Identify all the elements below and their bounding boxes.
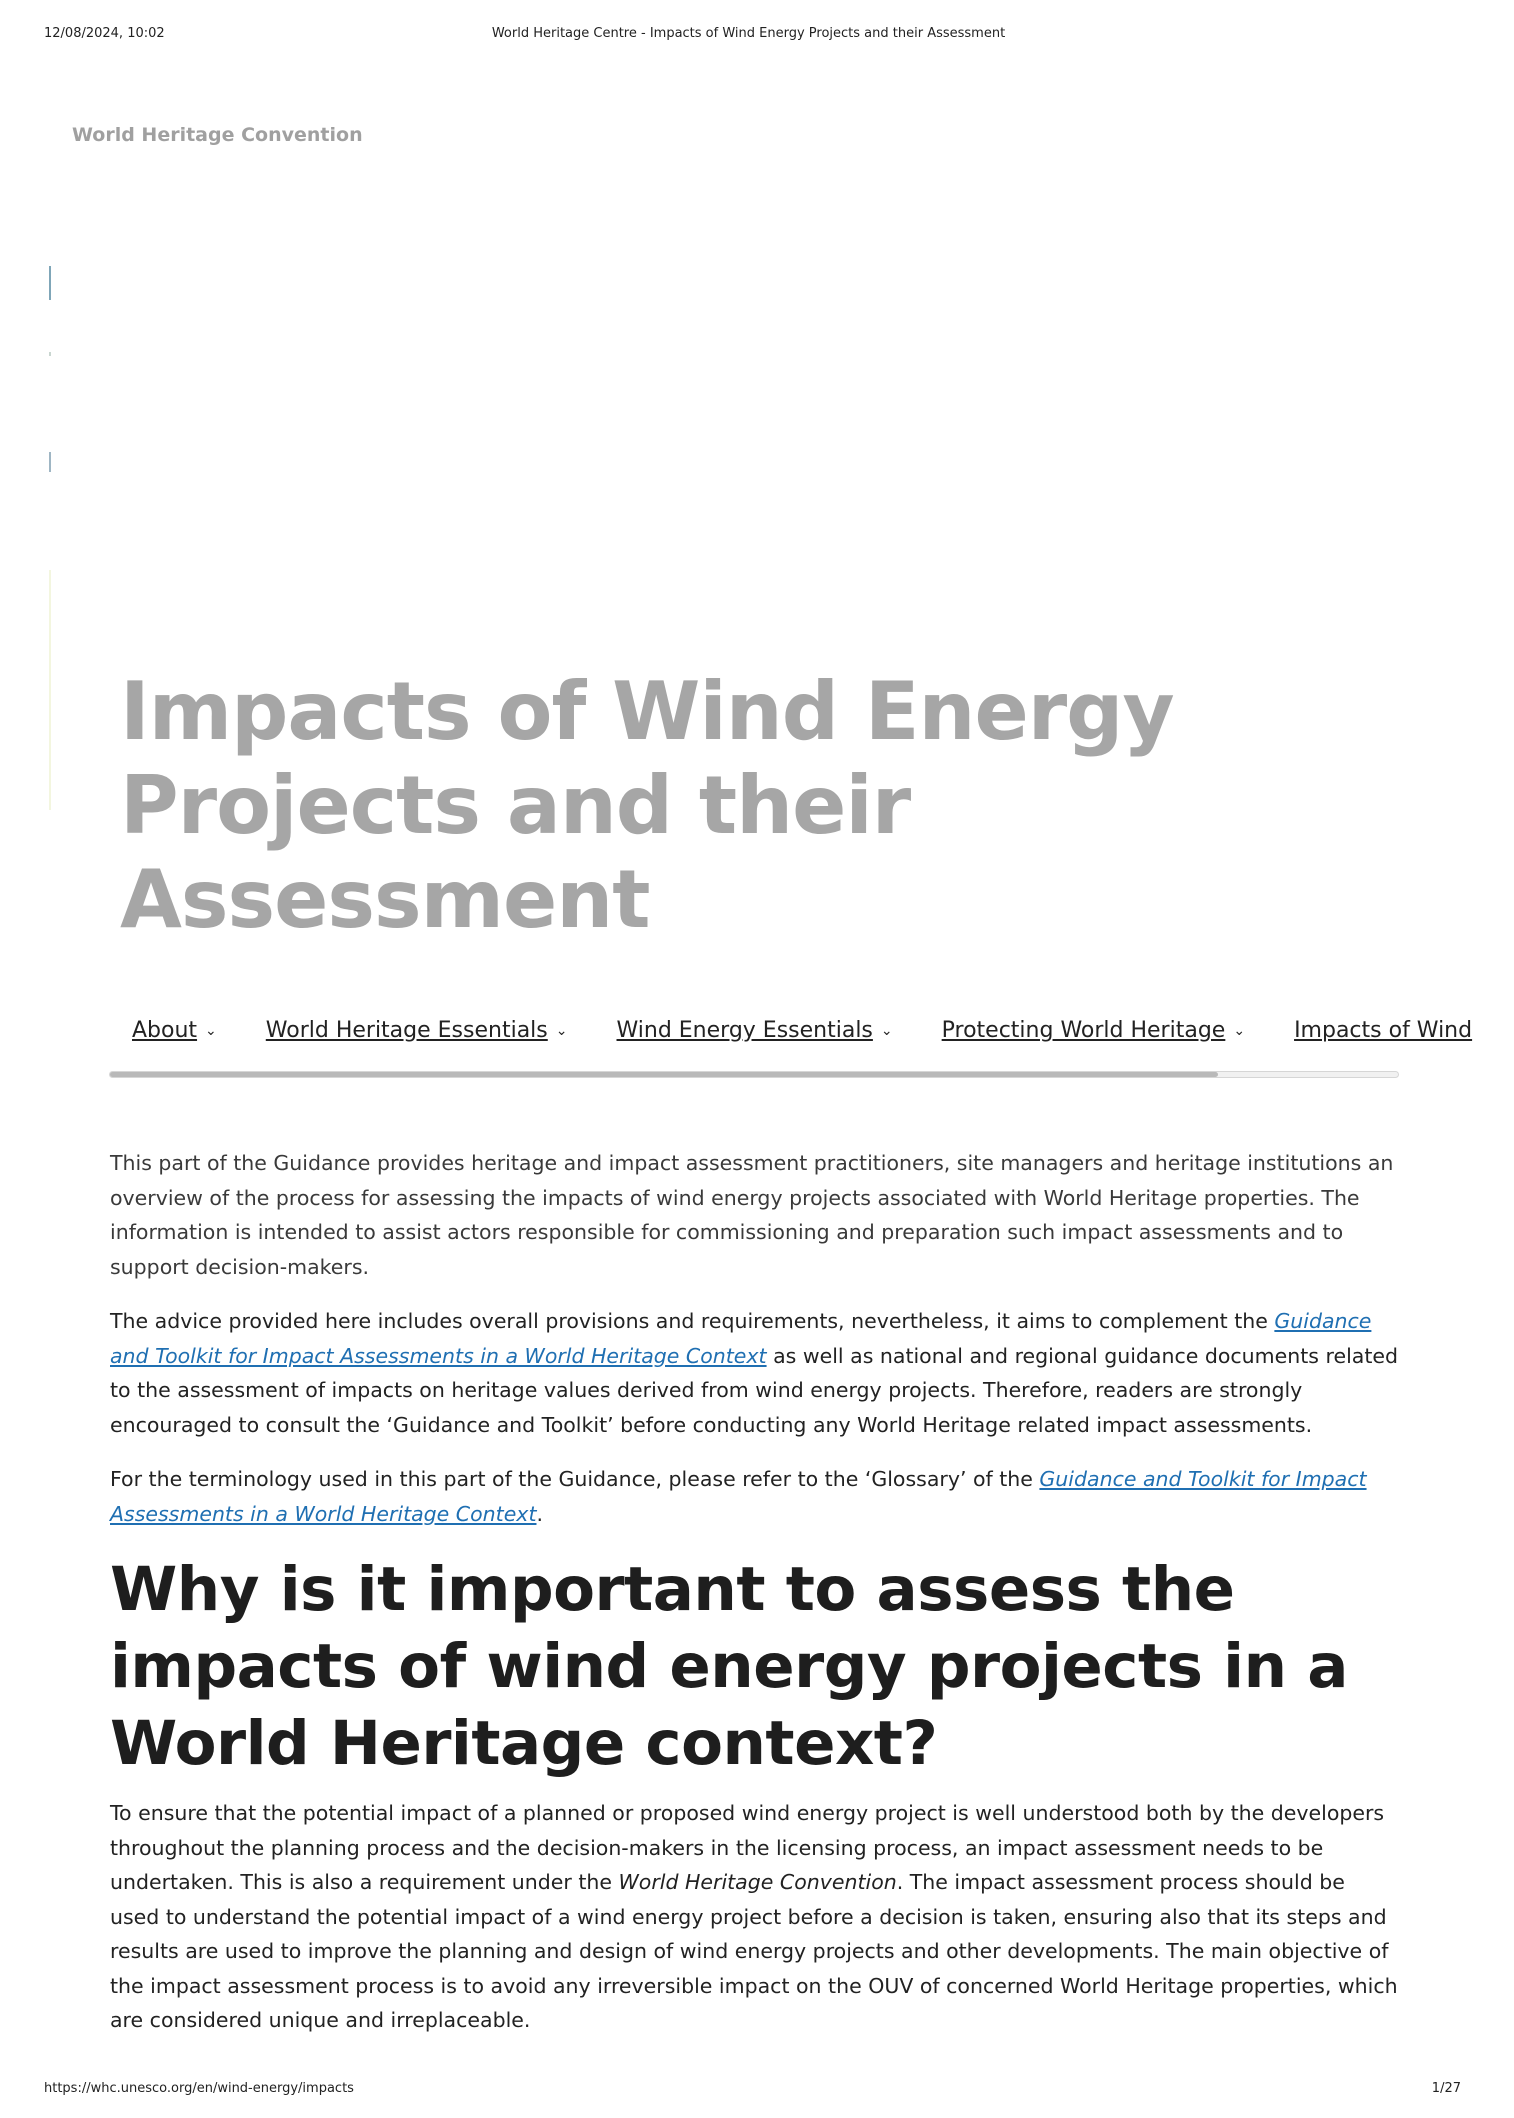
print-header xyxy=(0,26,1497,46)
nav-item-about[interactable] xyxy=(132,1018,217,1043)
page-title-line-2: Projects and their Assessment xyxy=(120,759,911,946)
decorative-bar xyxy=(49,452,51,472)
nav-item-label[interactable]: Wind Energy Essentials xyxy=(616,1018,873,1043)
paragraph-text: The advice provided here includes overall provisions and requirements, nevertheless, it aims to complement the xyxy=(110,1309,1275,1333)
nav-item-impacts-of-wind[interactable] xyxy=(1294,1018,1472,1043)
chevron-down-icon[interactable]: ⌄ xyxy=(205,1023,217,1039)
paragraph-text: . The impact assessment process should be used to understand the potential impact of a wind energy project before a decision is taken, ensuring also that its steps and results are used to improve the planning and design of wind energy projects and other developments. The main objective of the impact assessment process is to avoid any irreversible impact on the OUV of concerned World Heritage properties, which are considered unique and irreplaceable. xyxy=(110,1870,1398,2032)
page-title xyxy=(120,665,1420,947)
print-datetime: 12/08/2024, 10:02 xyxy=(44,26,165,41)
guidance-toolkit-link[interactable]: Guidance and Toolkit for Impact Assessments in a World Heritage Context xyxy=(110,1309,1372,1368)
print-url: https://whc.unesco.org/en/wind-energy/impacts xyxy=(44,2081,354,2096)
guidance-toolkit-link[interactable]: Guidance and Toolkit for Impact Assessments in a World Heritage Context xyxy=(110,1467,1367,1526)
nav-item-label[interactable]: World Heritage Essentials xyxy=(265,1018,548,1043)
chevron-down-icon[interactable]: ⌄ xyxy=(1233,1023,1246,1039)
section-heading: Why is it important to assess the impacts of wind energy projects in a World Heritage context? xyxy=(110,1554,1348,1779)
nav-scrollbar-thumb[interactable] xyxy=(110,1072,1218,1077)
print-page-number: 1/27 xyxy=(1431,2081,1461,2096)
paragraph-text: To ensure that the potential impact of a planned or proposed wind energy project is well understood both by the developers throughout the planning process and the decision-makers in the licensing process, an impact assessment needs to be undertaken. This is also a requirement under the xyxy=(110,1801,1385,1894)
paragraph-text: . xyxy=(536,1501,544,1526)
section-nav xyxy=(132,1018,1473,1058)
intro-paragraph: This part of the Guidance provides heritage and impact assessment practitioners, site managers and heritage institutions an overview of the process for assessing the impacts of wind energy projects associated with World Heritage properties. The information is intended to assist actors responsible for commissioning and preparation such impact assessments and to support decision-makers. xyxy=(110,1151,1394,1279)
paragraph xyxy=(110,1304,1400,1442)
nav-scrollbar[interactable] xyxy=(109,1071,1399,1078)
chevron-down-icon[interactable]: ⌄ xyxy=(555,1023,568,1039)
paragraph-text: For the terminology used in this part of the Guidance, please refer to the ‘Glossary’ of the xyxy=(110,1467,1040,1491)
decorative-bar xyxy=(49,352,51,356)
nav-item-protecting-world-heritage[interactable] xyxy=(942,1018,1245,1043)
nav-item-world-heritage-essentials[interactable] xyxy=(266,1018,568,1043)
nav-item-label[interactable]: About xyxy=(132,1018,198,1043)
convention-name: World Heritage Convention xyxy=(618,1870,897,1894)
paragraph-text: as well as national and regional guidance documents related to the assessment of impacts on heritage values derived from wind energy projects. Therefore, readers are strongly encouraged to consult the ‘Guidance and Toolkit’ before conducting any World Heritage related impact assessments. xyxy=(110,1343,1398,1437)
decorative-bar xyxy=(49,266,51,300)
decorative-bar xyxy=(49,570,51,810)
page-title-line-1: Impacts of Wind Energy xyxy=(120,665,1174,758)
site-brand[interactable]: World Heritage Convention xyxy=(72,124,363,146)
print-page-title: World Heritage Centre - Impacts of Wind Energy Projects and their Assessment xyxy=(491,26,1006,41)
chevron-down-icon[interactable]: ⌄ xyxy=(880,1023,893,1039)
main-content xyxy=(110,1146,1400,2058)
nav-item-label[interactable]: Protecting World Heritage xyxy=(941,1018,1226,1043)
paragraph xyxy=(110,1796,1400,2038)
paragraph xyxy=(110,1462,1400,1531)
nav-item-wind-energy-essentials[interactable] xyxy=(617,1018,893,1043)
nav-item-label[interactable]: Impacts of Wind xyxy=(1294,1018,1473,1043)
